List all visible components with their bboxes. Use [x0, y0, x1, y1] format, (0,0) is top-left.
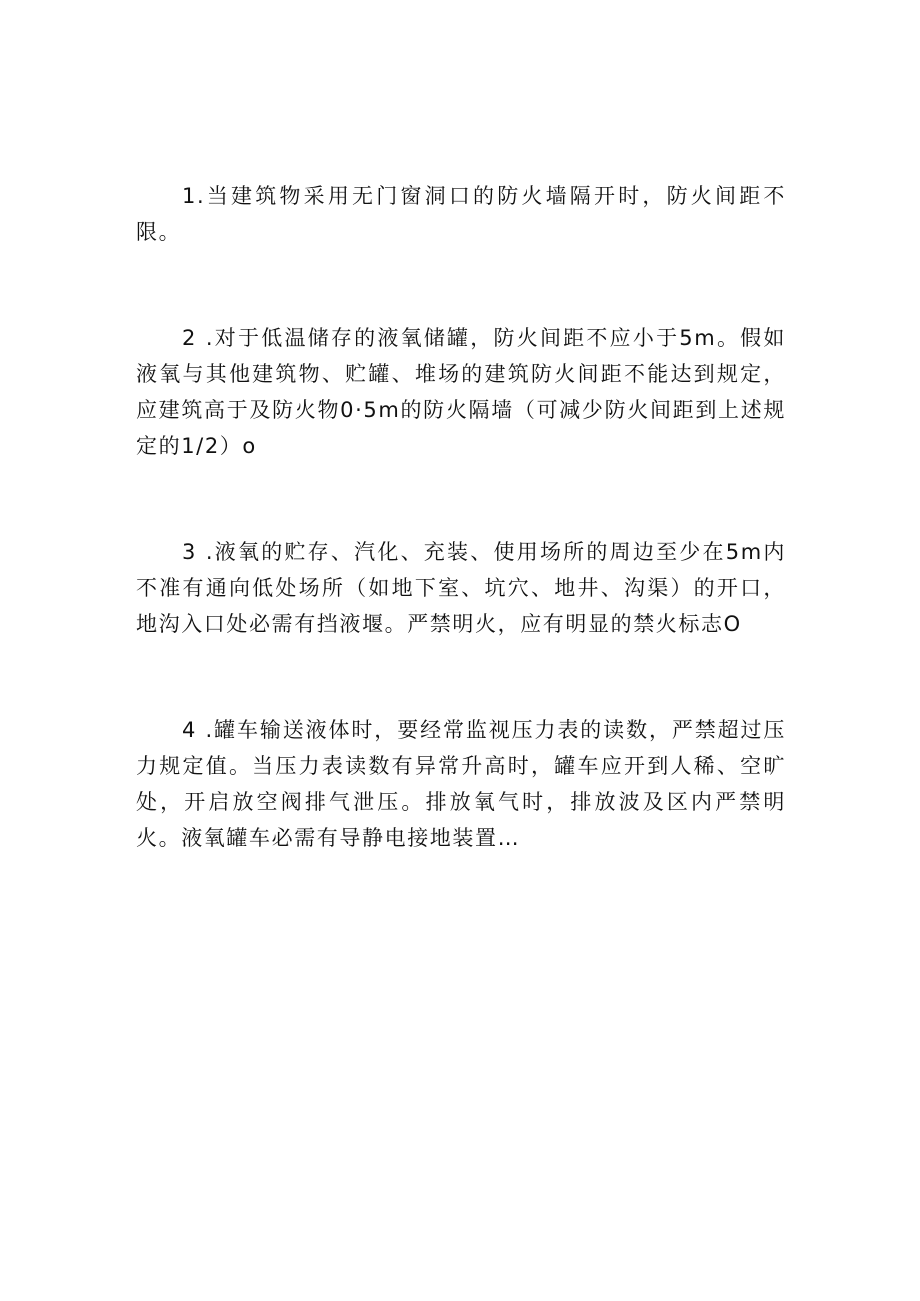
paragraph-3: 3 .液氧的贮存、汽化、充装、使用场所的周边至少在5m内不准有通向低处场所（如地下室、坑穴、地井、沟渠）的开口，地沟入口处必需有挡液堰。严禁明火，应有明显的禁火标志O	[136, 540, 786, 636]
document-body	[136, 178, 786, 856]
paragraph-4: 4 .罐车输送液体时，要经常监视压力表的读数，严禁超过压力规定值。当压力表读数有异常升高时，罐车应开到人稀、空旷处，开启放空阀排气泄压。排放氧气时，排放波及区内严禁明火。液氧罐车必需有导静电接地装置…	[136, 718, 786, 850]
paragraph-1: 1.当建筑物采用无门窗洞口的防火墙隔开时，防火间距不限。	[136, 184, 786, 244]
paragraph-2: 2 .对于低温储存的液氧储罐，防火间距不应小于5m。假如液氧与其他建筑物、贮罐、堆场的建筑防火间距不能达到规定，应建筑高于及防火物0·5m的防火隔墙（可减少防火间距到上述规定的1/2）o	[136, 326, 786, 458]
